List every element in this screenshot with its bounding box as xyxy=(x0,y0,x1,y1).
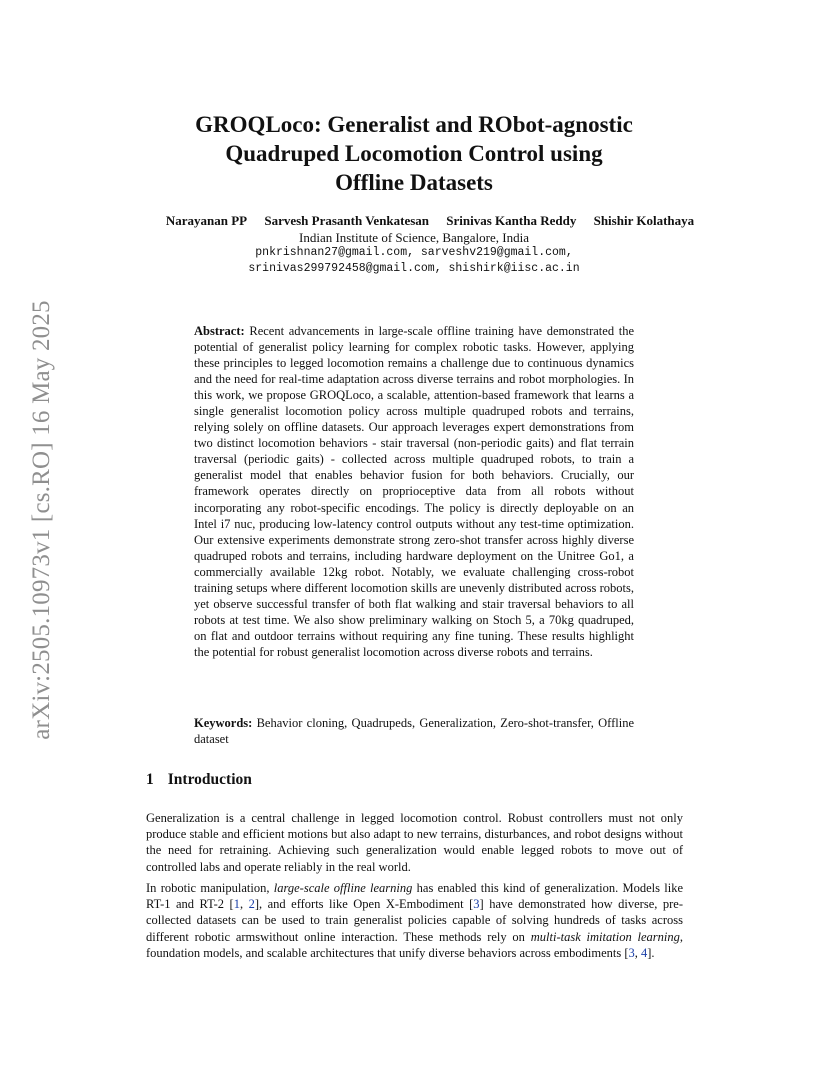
keywords xyxy=(194,715,634,747)
emphasis: large-scale offline learning xyxy=(273,881,413,895)
author-list xyxy=(120,213,740,229)
section-title: Introduction xyxy=(167,771,252,788)
section-heading xyxy=(146,771,252,789)
author-name: Shishir Kolathaya xyxy=(593,213,695,228)
intro-paragraph-2 xyxy=(146,880,683,961)
text-run: , xyxy=(634,945,641,960)
text-run: , xyxy=(239,897,249,912)
abstract xyxy=(194,323,634,660)
text-run: In robotic manipulation, xyxy=(146,881,274,895)
title-line: GROQLoco: Generalist and RObot-agnostic xyxy=(195,112,633,137)
citation-link[interactable]: 3 xyxy=(628,945,635,960)
arxiv-identifier: arXiv:2505.10973v1 [cs.RO] 16 May 2025 xyxy=(28,300,55,740)
abstract-text: Recent advancements in large-scale offline training have demonstrated the potential of generalist policy learning for complex robotic tasks. However, applying these principles to legged locomotion remains a challenge due to continuous dynamics and the need for real-time adaptation across diverse terrains and robot morphologies. In this work, we propose GROQLoco, a scalable, attention-based framework that learns a single generalist locomotion policy across multiple quadruped robots and terrains, relying solely on offline datasets. Our approach leverages expert demonstrations from two distinct locomotion behaviors - stair traversal (non-periodic gaits) and flat terrain traversal (periodic gaits) - collected across multiple quadruped robots, to train a generalist model that enables behavior fusion for both behaviors. Crucially, our framework operates directly on proprioceptive data from all robots without incorporating any robot-specific encodings. The policy is directly deployable on an Intel i7 nuc, producing low-latency control outputs without any test-time optimization. Our extensive experiments demonstrate strong zero-shot transfer across highly diverse quadruped robots and terrains, including hardware deployment on the Unitree Go1, a commercially available 12kg robot. Notably, we evaluate challenging cross-robot training setups where different locomotion skills are unevenly distributed across robots, yet observe successful transfer of both flat walking and stair traversal behaviors to all robots at test time. We also show preliminary walking on Stoch 5, a 70kg quadruped, on flat and outdoor terrains without requiring any fine tuning. These results highlight the potential for robust generalist locomotion across diverse robots and terrains. xyxy=(194,324,635,659)
title-line: Offline Datasets xyxy=(335,170,493,195)
text-run: , foundation models, and scalable architectures that unify diverse behaviors across embodiments [ xyxy=(146,929,683,960)
abstract-label: Abstract: xyxy=(194,324,245,338)
intro-paragraph-1: Generalization is a central challenge in legged locomotion control. Robust controllers must not only produce stable and efficient motions but also adapt to new terrains, disturbances, and robot designs without the need for retraining. Achieving such generalization would enable legged robots to move out of controlled labs and operate reliably in the real world. xyxy=(146,811,683,874)
email-line: srinivas299792458@gmail.com, shishirk@iisc.ac.in xyxy=(248,262,580,275)
emphasis: multi-task imitation learning xyxy=(530,929,680,944)
text-run: has enabled this kind of generalization. Models like RT-1 and RT-2 [ xyxy=(146,881,683,912)
text-run: ]. xyxy=(647,945,655,960)
paper-title xyxy=(150,110,678,197)
text-run: ], and efforts like Open X-Embodiment [ xyxy=(254,897,474,912)
author-name: Srinivas Kantha Reddy xyxy=(446,213,577,228)
citation-link[interactable]: 1 xyxy=(233,897,240,912)
text-run: ] have demonstrated how diverse, pre-collected datasets can be used to train generalist policies capable of solving hundreds of tasks across different robotic armswithout online interaction. These methods rely on xyxy=(146,897,683,944)
section-number: 1 xyxy=(146,771,154,788)
citation-link[interactable]: 3 xyxy=(473,897,480,912)
email-line: pnkrishnan27@gmail.com, sarveshv219@gmail.com, xyxy=(255,246,573,259)
affiliation: Indian Institute of Science, Bangalore, India xyxy=(299,230,529,245)
keywords-label: Keywords: xyxy=(194,716,253,730)
title-line: Quadruped Locomotion Control using xyxy=(225,141,603,166)
author-name: Sarvesh Prasanth Venkatesan xyxy=(264,213,430,228)
citation-link[interactable]: 4 xyxy=(641,945,648,960)
email-list xyxy=(150,245,678,277)
keywords-text: Behavior cloning, Quadrupeds, Generalization, Zero-shot-transfer, Offline dataset xyxy=(194,716,634,746)
citation-link[interactable]: 2 xyxy=(248,897,255,912)
author-name: Narayanan PP xyxy=(165,213,248,228)
